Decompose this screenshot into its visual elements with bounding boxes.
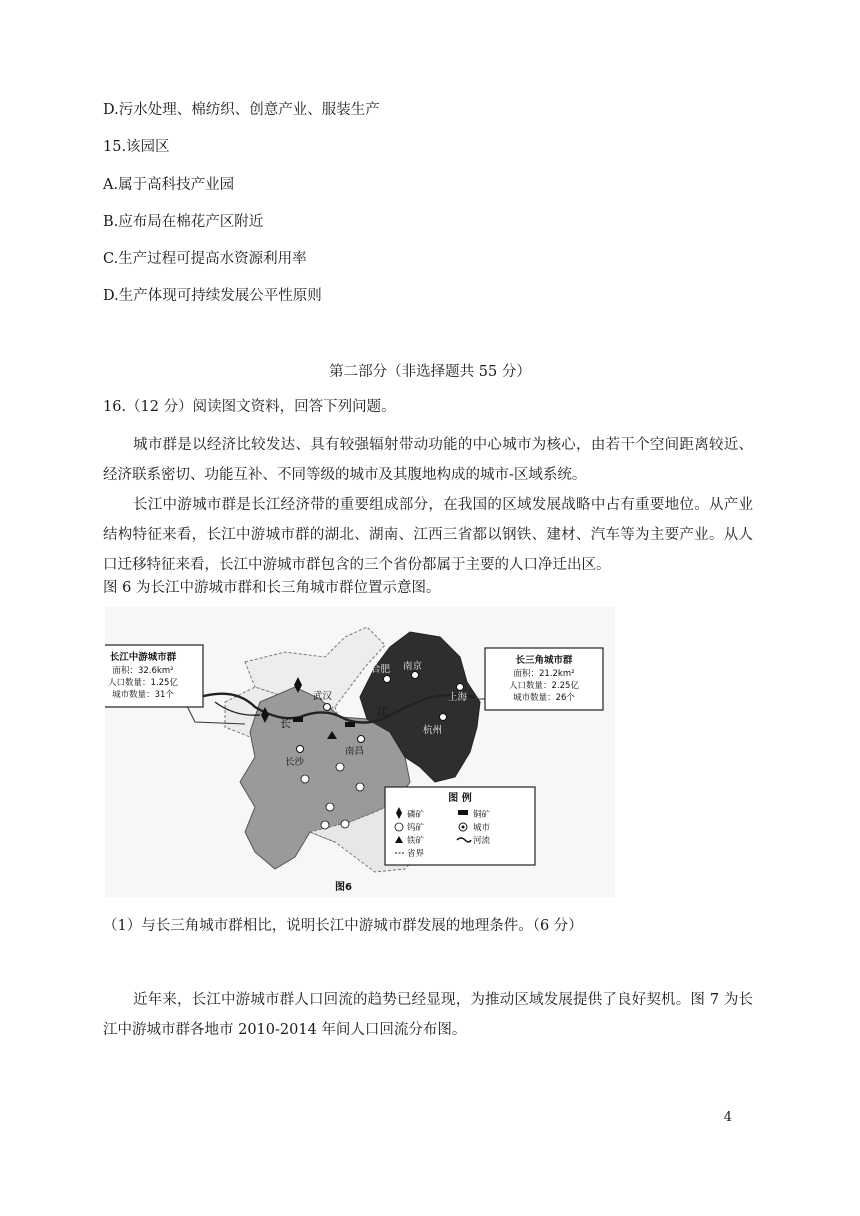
tungsten-symbol-4 <box>326 803 334 811</box>
tungsten-symbol-2 <box>336 763 344 771</box>
q15-option-a: A.属于高科技产业园 <box>103 177 235 193</box>
figure-caption: 图6 <box>335 882 352 893</box>
paragraph-3: 近年来，长江中游城市群人口回流的趋势已经显现，为推动区域发展提供了良好契机。图 7 为长江中游城市群各地市 2010-2014 年间人口回流分布图。 <box>103 992 753 1038</box>
figure-6-map <box>105 607 615 897</box>
city-label-nanjing: 南京 <box>403 661 423 672</box>
q15-option-d: D.生产体现可持续发展公平性原则 <box>103 288 322 304</box>
mid-box-area: 面积：32.6km² <box>112 666 174 676</box>
legend-tungsten-icon <box>395 823 403 831</box>
mid-box-cities: 城市数量：31个 <box>112 690 174 700</box>
city-label-shanghai: 上海 <box>448 692 468 703</box>
delta-box-title: 长三角城市群 <box>515 655 573 666</box>
delta-box-area: 面积：21.2km² <box>513 669 575 679</box>
q15-stem: 15.该园区 <box>103 139 170 155</box>
page-number: 4 <box>723 1110 732 1125</box>
city-marker-nanchang <box>358 736 365 743</box>
map-legend <box>385 787 535 865</box>
copper-symbol-1 <box>293 717 303 722</box>
q15-option-b: B.应布局在棉花产区附近 <box>103 214 264 230</box>
paragraph-2: 长江中游城市群是长江经济带的重要组成部分，在我国的区域发展战略中占有重要地位。从产业结构特征来看，长江中游城市群的湖北、湖南、江西三省都以钢铁、建材、汽车等为主要产业。从人口迁移特征来看，长江中游城市群包含的三个省份都属于主要的人口净迁出区。 <box>103 497 753 573</box>
legend-copper: 铜矿 <box>473 810 491 820</box>
river-label-jiang: 江 <box>377 705 388 718</box>
river-label-chang: 长 <box>280 717 291 730</box>
mid-box-population: 人口数量：1.25亿 <box>108 678 178 688</box>
city-marker-hangzhou <box>440 714 447 721</box>
legend-copper-icon <box>458 810 468 815</box>
city-marker-wuhan <box>324 704 331 711</box>
tungsten-symbol-6 <box>321 821 329 829</box>
legend-river: 河流 <box>473 836 491 846</box>
tungsten-symbol-5 <box>341 820 349 828</box>
city-label-hefei: 合肥 <box>371 664 391 675</box>
q16-part-1: （1）与长三角城市群相比，说明长江中游城市群发展的地理条件。（6 分） <box>103 918 583 934</box>
city-marker-changsha <box>297 746 304 753</box>
delta-box-cities: 城市数量：26个 <box>513 693 575 703</box>
part2-title: 第二部分（非选择题共 55 分） <box>329 364 531 380</box>
city-marker-nanjing <box>412 672 419 679</box>
city-label-nanchang: 南昌 <box>345 746 365 757</box>
city-label-changsha: 长沙 <box>285 757 305 768</box>
legend-title: 图 例 <box>448 793 472 804</box>
tungsten-symbol-1 <box>301 775 309 783</box>
paragraph-1: 城市群是以经济比较发达、具有较强辐射带动功能的中心城市为核心，由若干个空间距离较近、经济联系密切、功能互补、不同等级的城市及其腹地构成的城市-区域系统。 <box>103 437 753 483</box>
q16-stem: 16.（12 分）阅读图文资料，回答下列问题。 <box>103 399 396 415</box>
city-marker-hefei <box>384 676 391 683</box>
legend-boundary: 省界 <box>407 849 425 859</box>
city-label-wuhan: 武汉 <box>313 691 333 702</box>
city-label-hangzhou: 杭州 <box>423 725 443 736</box>
q14-option-d: D.污水处理、棉纺织、创意产业、服装生产 <box>103 102 380 118</box>
delta-box-population: 人口数量：2.25亿 <box>509 681 579 691</box>
delta-region-info-box <box>485 648 603 710</box>
q15-option-c: C.生产过程可提高水资源利用率 <box>103 251 307 267</box>
legend-phosphate: 磷矿 <box>407 810 425 820</box>
copper-symbol-2 <box>345 722 355 727</box>
city-marker-shanghai <box>457 684 464 691</box>
legend-city: 城市 <box>473 823 491 833</box>
figure-intro: 图 6 为长江中游城市群和长三角城市群位置示意图。 <box>103 580 441 596</box>
tungsten-symbol-3 <box>356 783 364 791</box>
mid-box-title: 长江中游城市群 <box>109 652 177 663</box>
legend-iron: 铁矿 <box>407 836 425 846</box>
legend-tungsten: 钨矿 <box>407 823 425 833</box>
legend-city-dot <box>462 826 465 829</box>
mid-region-info-box <box>105 645 203 707</box>
